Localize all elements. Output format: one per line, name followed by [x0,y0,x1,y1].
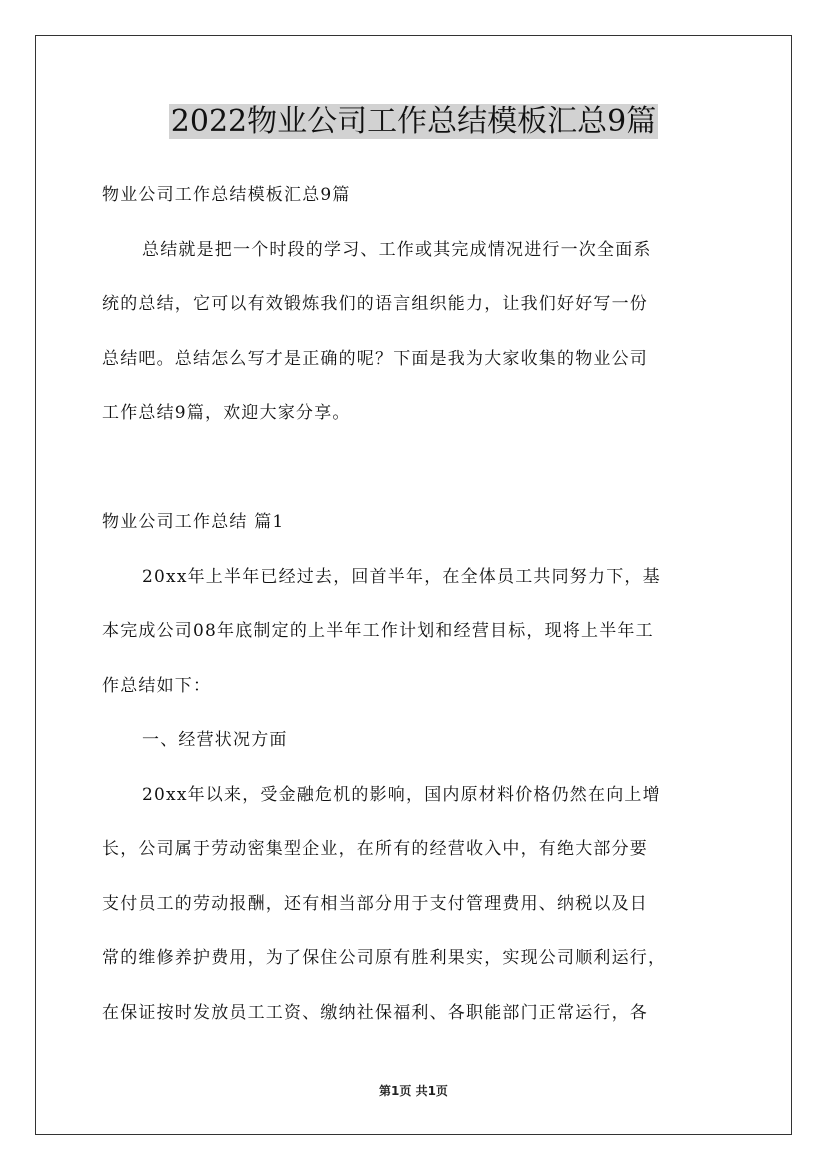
intro-line-3: 总结吧。总结怎么写才是正确的呢？下面是我为大家收集的物业公司 [102,348,648,369]
intro-line-2: 统的总结，它可以有效锻炼我们的语言组织能力，让我们好好写一份 [102,294,648,314]
blank-line [102,441,742,496]
section-para-line-3: 支付员工的劳动报酬，还有相当部分用于支付管理费用、纳税以及日 [102,893,648,914]
document-title-text: 2022物业公司工作总结模板汇总9篇 [170,104,657,139]
chapter-title: 物业公司工作总结 篇1 [102,512,285,532]
document-body [102,168,742,1040]
intro-line-4: 工作总结9篇，欢迎大家分享。 [102,403,351,423]
section-para-line-1: 20xx年以来，受金融危机的影响，国内原材料价格仍然在向上增 [142,784,661,805]
chapter-para-line-2: 本完成公司08年底制定的上半年工作计划和经营目标，现将上半年工 [102,621,654,641]
chapter-para-line-3: 作总结如下： [102,675,212,696]
section-para-line-2: 长，公司属于劳动密集型企业，在所有的经营收入中，有绝大部分要 [102,839,648,859]
section-para-line-5: 在保证按时发放员工工资、缴纳社保福利、各职能部门正常运行，各 [102,1002,648,1023]
section-para-line-4: 常的维修养护费用，为了保住公司原有胜利果实，实现公司顺利运行， [102,948,667,968]
page-footer [0,1082,827,1099]
document-subtitle: 物业公司工作总结模板汇总9篇 [102,185,351,205]
chapter-para-line-1: 20xx年上半年已经过去，回首半年，在全体员工共同努力下，基 [142,566,661,587]
section-heading: 一、经营状况方面 [142,730,288,750]
page-number: 第1页 共1页 [379,1084,448,1098]
intro-line-1: 总结就是把一个时段的学习、工作或其完成情况进行一次全面系 [142,239,652,260]
document-title [0,98,827,146]
